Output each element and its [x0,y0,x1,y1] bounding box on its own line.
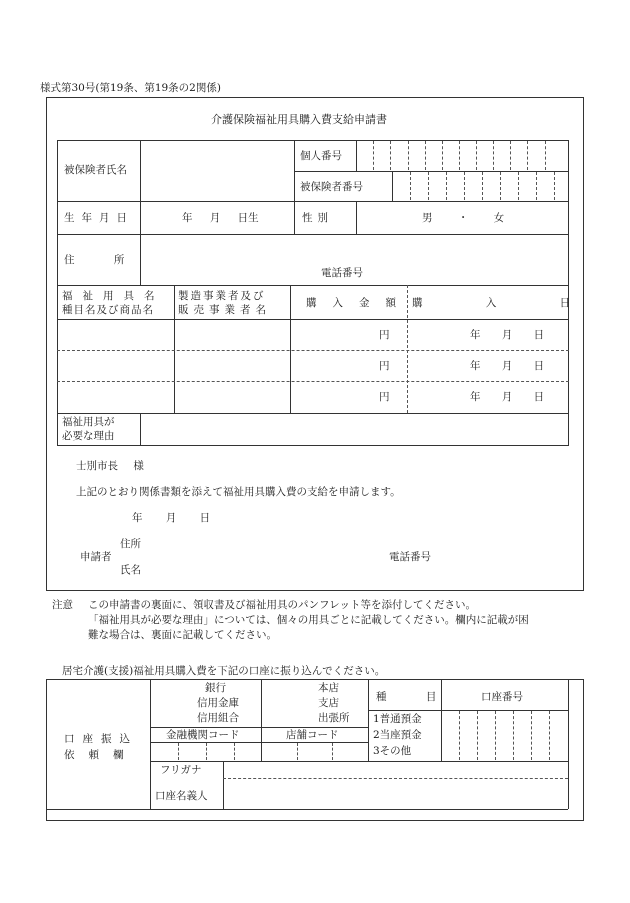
personal-number-field[interactable] [357,141,568,170]
branch-code-field[interactable] [262,743,367,760]
address-label: 住 所 [64,254,125,266]
applicant-phone-label: 電話番号 [389,551,431,563]
furigana-field[interactable] [224,762,567,777]
item-name-field-3[interactable] [58,382,173,412]
address-field[interactable] [141,235,568,265]
maker-label: 製造事業者及び [178,290,266,302]
bank-code-field[interactable] [151,743,260,760]
amount-yen-3[interactable]: 円 [379,391,390,403]
purchase-amount-label: 購入金額 [306,297,412,309]
gender-options[interactable]: 男 ・ 女 [422,212,505,224]
account-number-field[interactable] [442,711,567,760]
furigana-label: フリガナ [160,764,202,776]
account-kind-label: 種 目 [376,691,437,703]
reason-field[interactable] [141,414,568,445]
form-number: 様式第30号(第19条、第19条の2関係) [40,82,221,94]
bank-type-shinkin[interactable]: 信用金庫 [197,697,239,709]
maker-sub-label: 販売事業者名 [178,304,271,316]
notes-line-3: 難な場合は、裏面に記載してください。 [88,629,277,641]
insured-number-label: 被保険者番号 [300,181,363,193]
bank-name-field[interactable] [151,680,191,726]
account-kind-current[interactable]: 2当座預金 [373,729,422,741]
branch-type-head[interactable]: 本店 [318,682,339,694]
purchase-date-field-1[interactable]: 年 月 日 [470,329,545,341]
maker-field-1[interactable] [175,320,289,349]
bank-type-kumiai[interactable]: 信用組合 [197,712,239,724]
account-number-label: 口座番号 [481,691,523,703]
branch-type-office[interactable]: 出張所 [318,712,350,724]
account-holder-label: 口座名義人 [155,790,208,802]
birth-date-field[interactable]: 年 月 日生 [182,212,259,224]
item-name-label: 福祉用具名 [62,290,165,302]
branch-type-branch[interactable]: 支店 [318,697,339,709]
birth-date-label: 生年月日 [64,212,134,224]
reason-label: 福祉用具が [62,416,115,428]
item-name-field-2[interactable] [58,351,173,380]
maker-field-2[interactable] [175,351,289,380]
phone-label: 電話番号 [321,267,363,279]
item-name-field-1[interactable] [58,320,173,349]
application-date[interactable]: 年 月 日 [132,512,211,524]
gender-label: 性別 [302,212,333,224]
amount-yen-2[interactable]: 円 [379,360,390,372]
purchase-date-field-3[interactable]: 年 月 日 [470,391,545,403]
bank-section-label: 口座振込 [64,733,138,745]
purchase-date-field-2[interactable]: 年 月 日 [470,360,545,372]
account-kind-other[interactable]: 3その他 [373,745,412,757]
reason-sub-label: 必要な理由 [62,430,115,442]
account-kind-ordinary[interactable]: 1普通預金 [373,713,422,725]
branch-name-field[interactable] [262,680,314,726]
insured-number-field[interactable] [393,172,568,200]
form-title: 介護保険福祉用具購入費支給申請書 [211,113,387,126]
bank-code-label: 金融機関コード [166,729,240,741]
applicant-name-label: 氏名 [120,564,141,576]
notes-line-2: 「福祉用具が必要な理由」については、個々の用具ごとに記載してください。欄内に記載が困 [88,614,529,626]
personal-number-label: 個人番号 [300,150,342,162]
maker-field-3[interactable] [175,382,289,412]
branch-code-label: 店舗コード [286,729,339,741]
bank-intro: 居宅介護(支援)福祉用具購入費を下記の口座に振り込んでください。 [62,665,386,677]
bank-section-sub-label: 依頼欄 [64,749,138,761]
purchase-date-label: 購 入 日 [412,297,571,309]
applicant-address-label: 住所 [120,538,141,550]
notes-label: 注意 [52,599,73,611]
addressee: 士別市長 様 [76,460,144,472]
item-name-sub-label: 種目名及び商品名 [62,304,154,316]
application-statement: 上記のとおり関係書類を添えて福祉用具購入費の支給を申請します。 [76,486,401,498]
account-holder-field[interactable] [224,779,567,808]
applicant-label: 申請者 [80,551,112,563]
bank-type-bank[interactable]: 銀行 [205,682,226,694]
notes-line-1: この申請書の裏面に、領収書及び福祉用具のパンフレット等を添付してください。 [88,599,476,611]
insured-name-field[interactable] [141,141,293,200]
amount-yen-1[interactable]: 円 [379,329,390,341]
insured-name-label: 被保険者氏名 [64,164,127,176]
applicant-info-field[interactable] [150,536,380,576]
